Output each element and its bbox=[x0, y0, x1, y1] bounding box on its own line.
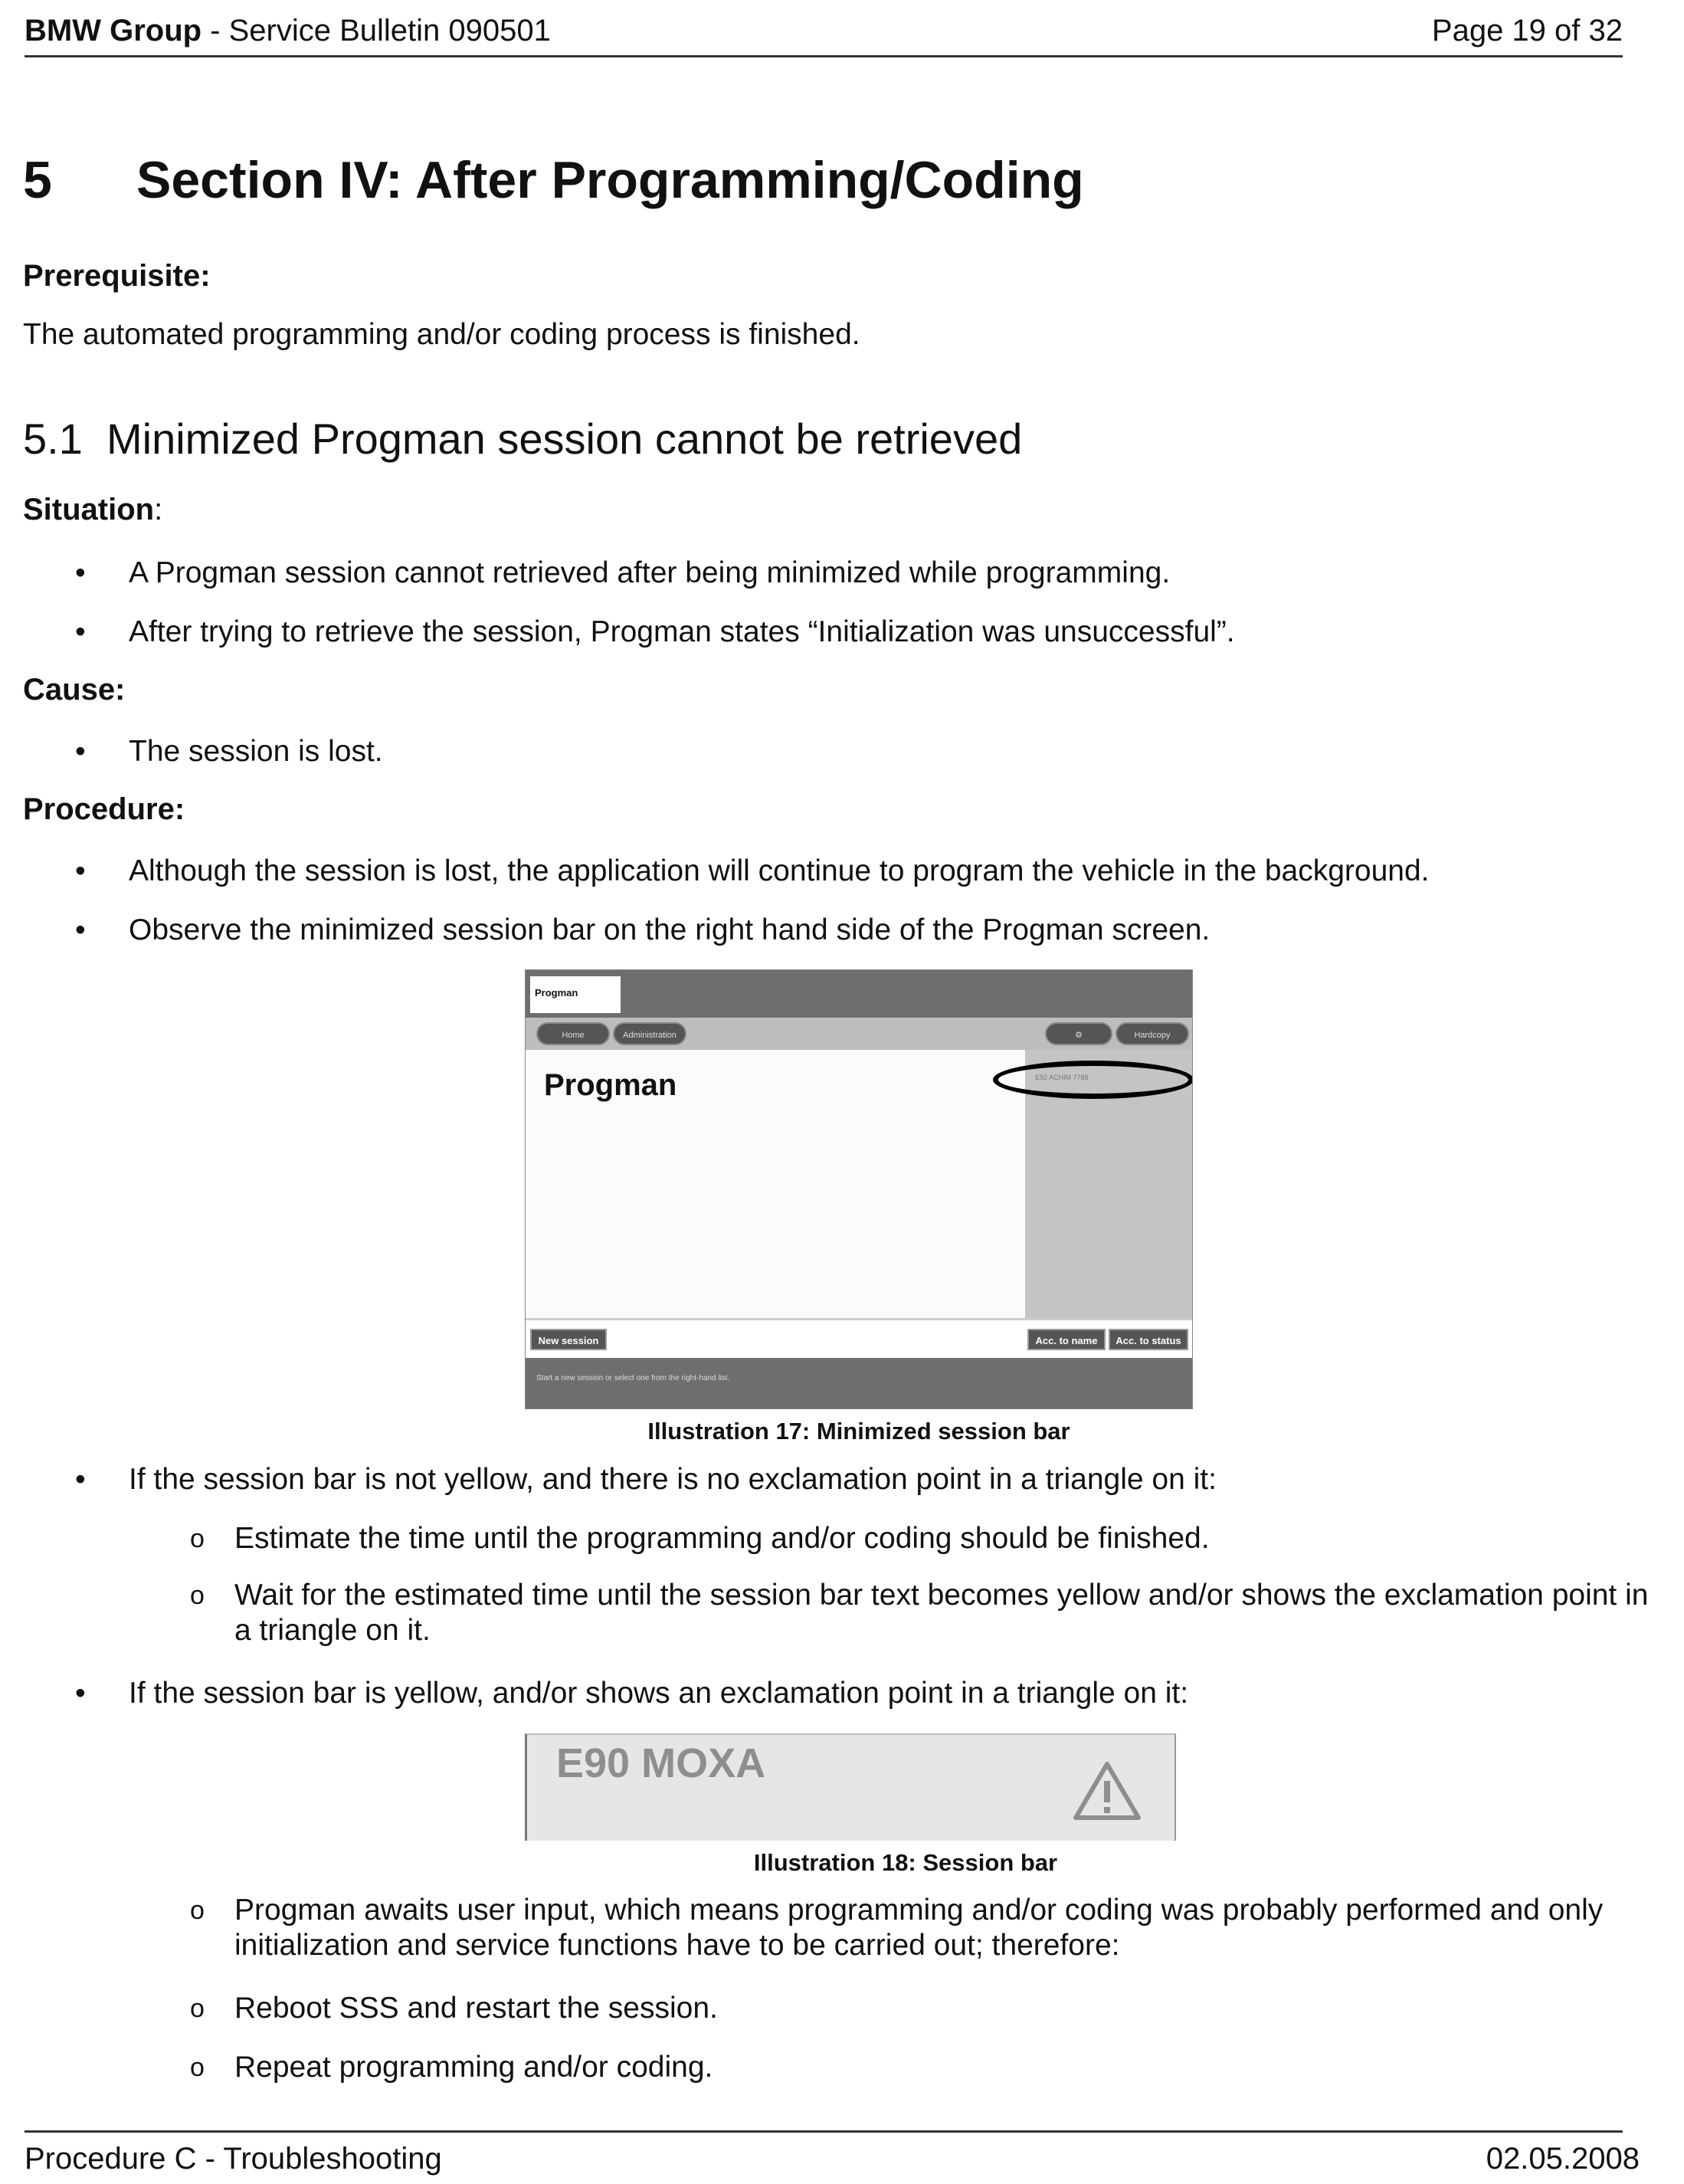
sort-by-name-button: Acc. to name bbox=[1027, 1329, 1106, 1350]
progman-app-title: Progman bbox=[544, 1068, 677, 1102]
subsection-heading bbox=[23, 414, 1022, 464]
situation-item-1: A Progman session cannot retrieved after being minimized while programming. bbox=[129, 556, 1171, 589]
not-yellow-sub-1: Estimate the time until the programming and/or coding should be finished. bbox=[234, 1522, 1210, 1555]
procedure-item-1: Although the session is lost, the application will continue to program the vehicle in the background. bbox=[129, 854, 1430, 887]
list-item: o Repeat programming and/or coding. bbox=[190, 2051, 713, 2084]
warning-triangle-icon bbox=[1073, 1759, 1142, 1821]
cause-item-1: The session is lost. bbox=[129, 735, 383, 768]
subsection-number: 5.1 bbox=[23, 415, 83, 463]
not-yellow-sub-2: Wait for the estimated time until the session bar text becomes yellow and/or shows the exclamation point in a triangle on it. bbox=[234, 1579, 1649, 1647]
session-bar-label: E90 MOXA bbox=[556, 1740, 766, 1786]
footer-rule bbox=[25, 2130, 1623, 2133]
tools-icon: ⚙ bbox=[1045, 1022, 1112, 1045]
prerequisite-label: Prerequisite: bbox=[23, 259, 211, 293]
administration-button: Administration bbox=[613, 1022, 686, 1045]
header-title bbox=[25, 14, 551, 48]
cause-label: Cause: bbox=[23, 673, 126, 707]
procedure-item-2: Observe the minimized session bar on the right hand side of the Progman screen. bbox=[129, 913, 1211, 946]
progman-title-bar bbox=[526, 970, 1192, 1018]
progman-status-text: Start a new session or select one from the right-hand list. bbox=[536, 1374, 730, 1382]
list-item: • The session is lost. bbox=[75, 735, 383, 768]
highlight-ellipse bbox=[993, 1061, 1193, 1099]
footer-date: 02.05.2008 bbox=[1486, 2142, 1640, 2176]
list-item: o Progman awaits user input, which means programming and/or coding was probably performed and only initialization and service functions have to be carried out; therefore: bbox=[190, 1894, 1604, 1962]
list-item: • Although the session is lost, the application will continue to program the vehicle in the background. bbox=[75, 854, 1430, 887]
list-item: o Reboot SSS and restart the session. bbox=[190, 1992, 718, 2025]
minimized-session-entry: E92 ACHIM 7788 bbox=[1035, 1074, 1089, 1081]
yellow-item: If the session bar is yellow, and/or shows an exclamation point in a triangle on it: bbox=[129, 1677, 1189, 1710]
new-session-button: New session bbox=[530, 1329, 607, 1350]
section-title: Section IV: After Programming/Coding bbox=[136, 151, 1084, 209]
illustration-17-caption: Illustration 17: Minimized session bar bbox=[647, 1418, 1070, 1445]
yellow-sub-1: Progman awaits user input, which means programming and/or coding was probably performed and only initialization and service functions have to be carried out; therefore: bbox=[234, 1894, 1604, 1962]
session-bar-image bbox=[525, 1733, 1176, 1841]
situation-label bbox=[23, 493, 162, 527]
prerequisite-text: The automated programming and/or coding process is finished. bbox=[23, 318, 860, 351]
progman-tab: Progman bbox=[530, 976, 621, 1013]
home-button: Home bbox=[536, 1022, 610, 1045]
list-item: o Wait for the estimated time until the session bar text becomes yellow and/or shows the exclamation point in a triangle on it. bbox=[190, 1579, 1649, 1647]
list-item: • A Progman session cannot retrieved after being minimized while programming. bbox=[75, 556, 1171, 589]
progman-status-bar bbox=[526, 1358, 1192, 1409]
situation-colon: : bbox=[154, 493, 163, 526]
not-yellow-item: If the session bar is not yellow, and there is no exclamation point in a triangle on it: bbox=[129, 1463, 1217, 1496]
header-rule bbox=[25, 55, 1623, 57]
header-company: BMW Group bbox=[25, 14, 202, 48]
subsection-title: Minimized Progman session cannot be retrieved bbox=[106, 415, 1023, 463]
list-item: o Estimate the time until the programming and/or coding should be finished. bbox=[190, 1522, 1210, 1555]
section-number: 5 bbox=[23, 151, 52, 209]
list-item: • After trying to retrieve the session, Progman states “Initialization was unsuccessful”. bbox=[75, 615, 1235, 648]
procedure-label: Procedure: bbox=[23, 792, 185, 826]
list-item: • If the session bar is yellow, and/or shows an exclamation point in a triangle on it: bbox=[75, 1677, 1189, 1710]
situation-item-2: After trying to retrieve the session, Progman states “Initialization was unsuccessful”. bbox=[129, 615, 1235, 648]
footer-left: Procedure C - Troubleshooting bbox=[25, 2142, 442, 2176]
progman-screenshot bbox=[525, 969, 1193, 1409]
hardcopy-button: Hardcopy bbox=[1116, 1022, 1189, 1045]
yellow-sub-3: Repeat programming and/or coding. bbox=[234, 2051, 713, 2084]
illustration-18-caption: Illustration 18: Session bar bbox=[753, 1849, 1058, 1876]
section-heading bbox=[23, 150, 1084, 210]
list-item: • Observe the minimized session bar on the right hand side of the Progman screen. bbox=[75, 913, 1211, 946]
header-bulletin: - Service Bulletin 090501 bbox=[201, 14, 551, 48]
yellow-sub-2: Reboot SSS and restart the session. bbox=[234, 1992, 718, 2025]
header-page-number: Page 19 of 32 bbox=[1431, 14, 1623, 48]
sort-by-status-button: Acc. to status bbox=[1109, 1329, 1188, 1350]
list-item: • If the session bar is not yellow, and there is no exclamation point in a triangle on it: bbox=[75, 1463, 1217, 1496]
situation-label-text: Situation bbox=[23, 493, 155, 526]
